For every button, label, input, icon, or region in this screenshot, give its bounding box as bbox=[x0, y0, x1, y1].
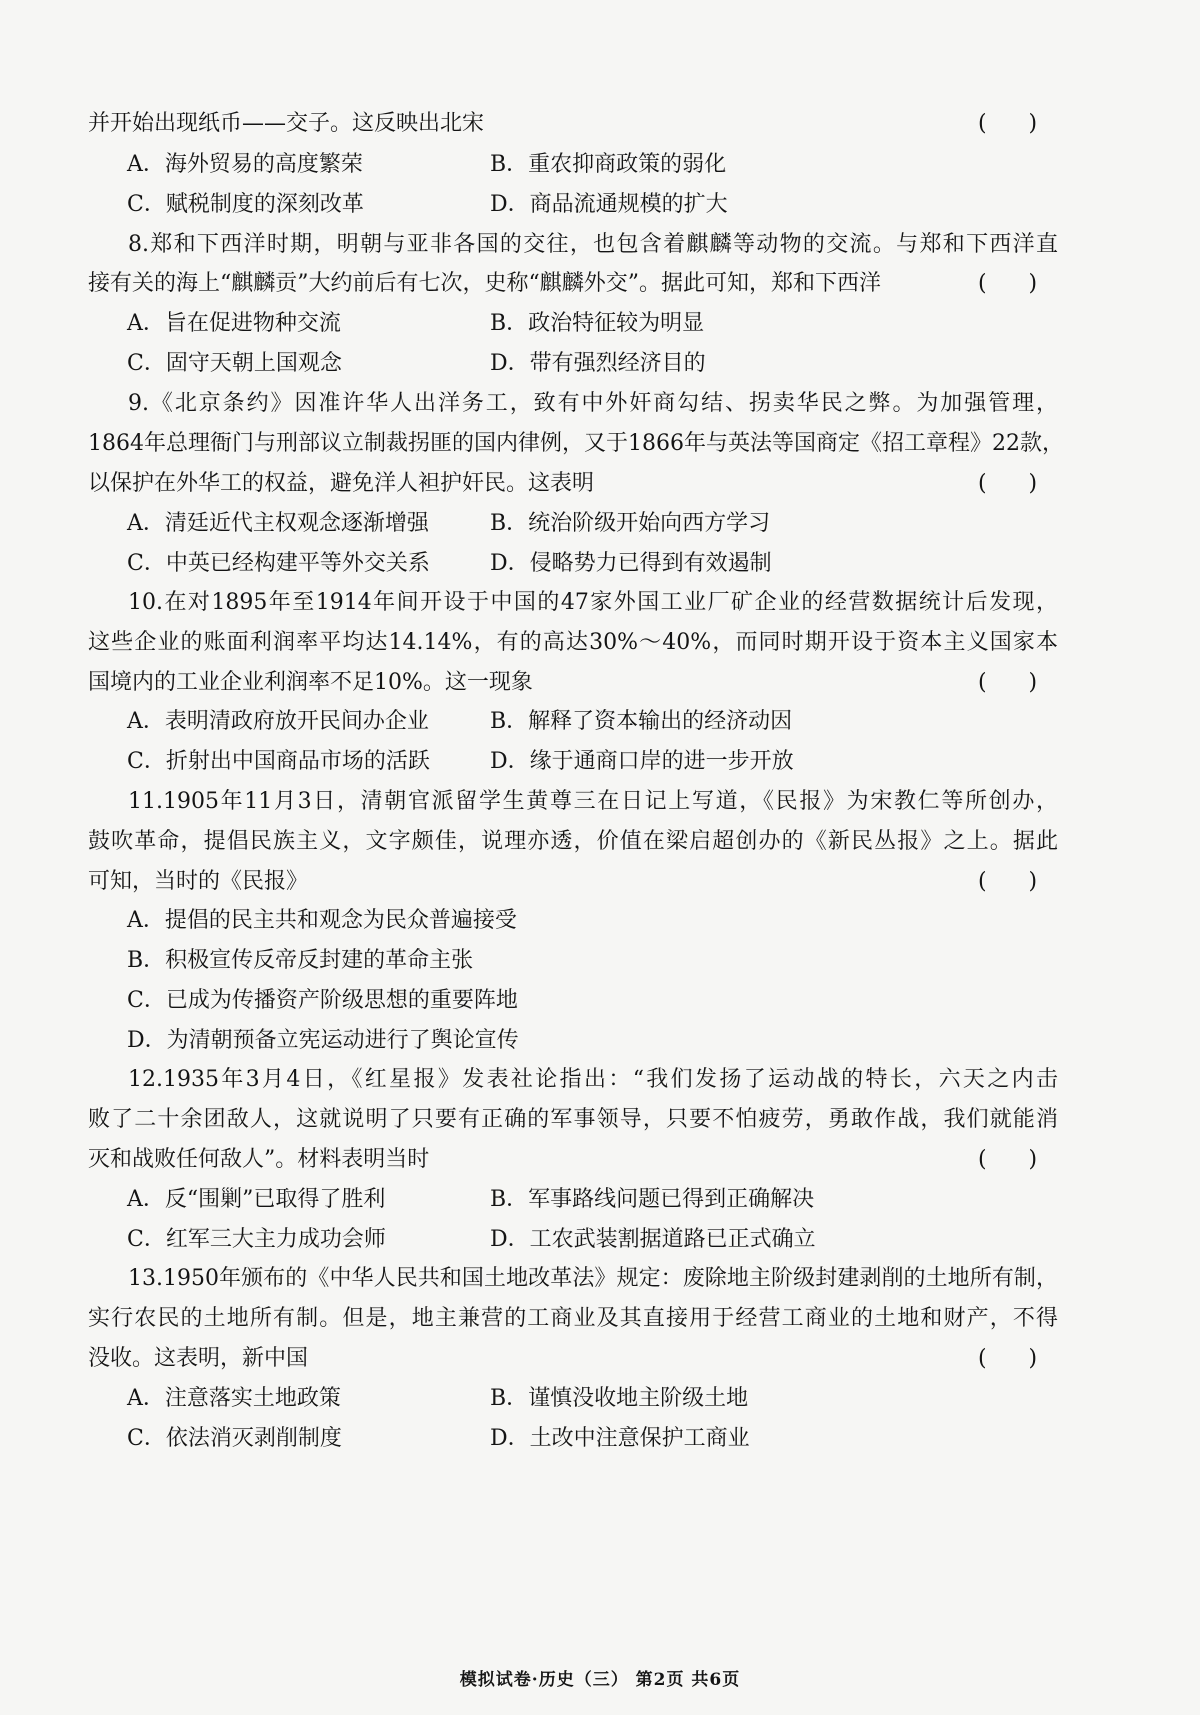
q9-options-row-2 bbox=[0, 542, 1200, 586]
q12-answer-bracket: ( ) bbox=[978, 1147, 1038, 1172]
q8-answer-bracket: ( ) bbox=[978, 271, 1038, 296]
q7-options-row-1 bbox=[0, 143, 1200, 187]
q13-stem-text-3: 没收。这表明，新中国 bbox=[88, 1346, 309, 1371]
q11-option-b: B．积极宣传反帝反封建的革命主张 bbox=[127, 948, 474, 973]
q13-stem-line-1 bbox=[0, 1257, 1200, 1301]
q11-stem-line-2 bbox=[0, 820, 1200, 864]
q10-stem-text-3: 国境内的工业企业利润率不足10%。这一现象 bbox=[88, 670, 533, 695]
q9-stem-text-3: 以保护在外华工的权益，避免洋人袒护奸民。这表明 bbox=[88, 471, 595, 496]
q9-options-row-1 bbox=[0, 502, 1200, 546]
q7-options-row-2 bbox=[0, 183, 1200, 227]
q12-option-c: C．红军三大主力成功会师 bbox=[127, 1227, 386, 1252]
q11-stem-line-3 bbox=[0, 860, 1200, 904]
q8-options-row-2 bbox=[0, 342, 1200, 386]
q8-stem-text-1: 8.郑和下西洋时期，明朝与亚非各国的交往，也包含着麒麟等动物的交流。与郑和下西洋直 bbox=[128, 232, 1058, 257]
q9-answer-bracket: ( ) bbox=[978, 471, 1038, 496]
q12-stem-text-2: 败了二十余团敌人，这就说明了只要有正确的军事领导，只要不怕疲劳，勇敢作战，我们就能消 bbox=[88, 1107, 1058, 1132]
q7-option-a: A．海外贸易的高度繁荣 bbox=[127, 152, 363, 177]
q12-stem-text-1: 12.1935年3月4日，《红星报》发表社论指出：“我们发扬了运动战的特长，六天之内击 bbox=[128, 1067, 1058, 1092]
q10-options-row-2 bbox=[0, 740, 1200, 784]
q11-option-c-row bbox=[0, 979, 1200, 1023]
q12-option-a: A．反“围剿”已取得了胜利 bbox=[127, 1187, 386, 1212]
q8-option-a: A．旨在促进物种交流 bbox=[127, 311, 341, 336]
q11-option-a-row bbox=[0, 899, 1200, 943]
q8-option-b: B．政治特征较为明显 bbox=[490, 311, 705, 336]
q12-options-row-1 bbox=[0, 1178, 1200, 1222]
q10-option-d: D．缘于通商口岸的进一步开放 bbox=[490, 749, 794, 774]
q13-answer-bracket: ( ) bbox=[978, 1346, 1038, 1371]
q12-stem-line-1 bbox=[0, 1058, 1200, 1102]
q13-option-c: C．依法消灭剥削制度 bbox=[127, 1426, 342, 1451]
q10-stem-text-2: 这些企业的账面利润率平均达14.14%，有的高达30%～40%，而同时期开设于资本主义国家本 bbox=[88, 630, 1058, 655]
q12-stem-line-2 bbox=[0, 1098, 1200, 1142]
q13-stem-text-1: 13.1950年颁布的《中华人民共和国土地改革法》规定：废除地主阶级封建剥削的土地所有制， bbox=[128, 1266, 1058, 1291]
q8-stem-line-1 bbox=[0, 223, 1200, 267]
q11-stem-text-2: 鼓吹革命，提倡民族主义，文字颇佳，说理亦透，价值在梁启超创办的《新民丛报》之上。据此 bbox=[88, 829, 1058, 854]
q10-stem-line-2 bbox=[0, 621, 1200, 665]
q11-option-a: A．提倡的民主共和观念为民众普遍接受 bbox=[127, 908, 517, 933]
q8-stem-line-2 bbox=[0, 262, 1200, 306]
q7-option-b: B．重农抑商政策的弱化 bbox=[490, 152, 727, 177]
q10-stem-line-1 bbox=[0, 581, 1200, 625]
q9-option-d: D．侵略势力已得到有效遏制 bbox=[490, 551, 772, 576]
q8-option-c: C．固守天朝上国观念 bbox=[127, 351, 342, 376]
q9-stem-text-2: 1864年总理衙门与刑部议立制裁拐匪的国内律例，又于1866年与英法等国商定《招工章程》22款， bbox=[88, 431, 1064, 456]
q11-stem-text-1: 11.1905年11月3日，清朝官派留学生黄尊三在日记上写道，《民报》为宋教仁等所创办， bbox=[128, 789, 1058, 814]
q13-stem-line-3 bbox=[0, 1337, 1200, 1381]
q12-option-d: D．工农武装割据道路已正式确立 bbox=[490, 1227, 816, 1252]
q13-option-b: B．谨慎没收地主阶级土地 bbox=[490, 1386, 749, 1411]
q9-stem-text-1: 9.《北京条约》因准许华人出洋务工，致有中外奸商勾结、拐卖华民之弊。为加强管理， bbox=[128, 391, 1058, 416]
q13-option-a: A．注意落实土地政策 bbox=[127, 1386, 341, 1411]
q10-option-c: C．折射出中国商品市场的活跃 bbox=[127, 749, 430, 774]
q11-option-b-row bbox=[0, 939, 1200, 983]
q8-options-row-1 bbox=[0, 302, 1200, 346]
q8-option-d: D．带有强烈经济目的 bbox=[490, 351, 706, 376]
q13-options-row-2 bbox=[0, 1417, 1200, 1461]
q13-options-row-1 bbox=[0, 1377, 1200, 1421]
q13-option-d: D．土改中注意保护工商业 bbox=[490, 1426, 750, 1451]
page-footer: 模拟试卷·历史（三） 第2页 共6页 bbox=[459, 1670, 741, 1690]
q10-stem-line-3 bbox=[0, 661, 1200, 705]
q7-option-c: C．赋税制度的深刻改革 bbox=[127, 192, 364, 217]
q12-option-b: B．军事路线问题已得到正确解决 bbox=[490, 1187, 815, 1212]
q13-stem-text-2: 实行农民的土地所有制。但是，地主兼营的工商业及其直接用于经营工商业的土地和财产，不得 bbox=[88, 1306, 1058, 1331]
q9-option-a: A．清廷近代主权观念逐渐增强 bbox=[127, 511, 429, 536]
q10-option-b: B．解释了资本输出的经济动因 bbox=[490, 709, 793, 734]
q10-option-a: A．表明清政府放开民间办企业 bbox=[127, 709, 429, 734]
q11-stem-text-3: 可知，当时的《民报》 bbox=[88, 869, 309, 894]
q12-options-row-2 bbox=[0, 1218, 1200, 1262]
q9-stem-line-2 bbox=[0, 422, 1200, 466]
q9-option-b: B．统治阶级开始向西方学习 bbox=[490, 511, 771, 536]
q7-option-d: D．商品流通规模的扩大 bbox=[490, 192, 728, 217]
q9-option-c: C．中英已经构建平等外交关系 bbox=[127, 551, 430, 576]
q7-answer-bracket: ( ) bbox=[978, 111, 1038, 136]
q10-stem-text-1: 10.在对1895年至1914年间开设于中国的47家外国工业厂矿企业的经营数据统计后发现， bbox=[128, 590, 1058, 615]
q11-option-d-row bbox=[0, 1019, 1200, 1063]
q7-stem-tail bbox=[0, 102, 1200, 146]
q12-stem-text-3: 灭和战败任何敌人”。材料表明当时 bbox=[88, 1147, 430, 1172]
q11-option-d: D．为清朝预备立宪运动进行了舆论宣传 bbox=[127, 1028, 519, 1053]
q10-answer-bracket: ( ) bbox=[978, 670, 1038, 695]
q8-stem-text-2: 接有关的海上“麒麟贡”大约前后有七次，史称“麒麟外交”。据此可知，郑和下西洋 bbox=[88, 271, 881, 296]
q11-option-c: C．已成为传播资产阶级思想的重要阵地 bbox=[127, 988, 518, 1013]
q9-stem-line-1 bbox=[0, 382, 1200, 426]
q13-stem-line-2 bbox=[0, 1297, 1200, 1341]
q11-answer-bracket: ( ) bbox=[978, 869, 1038, 894]
q11-stem-line-1 bbox=[0, 780, 1200, 824]
q10-options-row-1 bbox=[0, 700, 1200, 744]
q12-stem-line-3 bbox=[0, 1138, 1200, 1182]
q9-stem-line-3 bbox=[0, 462, 1200, 506]
q7-stem-text: 并开始出现纸币——交子。这反映出北宋 bbox=[88, 111, 485, 136]
